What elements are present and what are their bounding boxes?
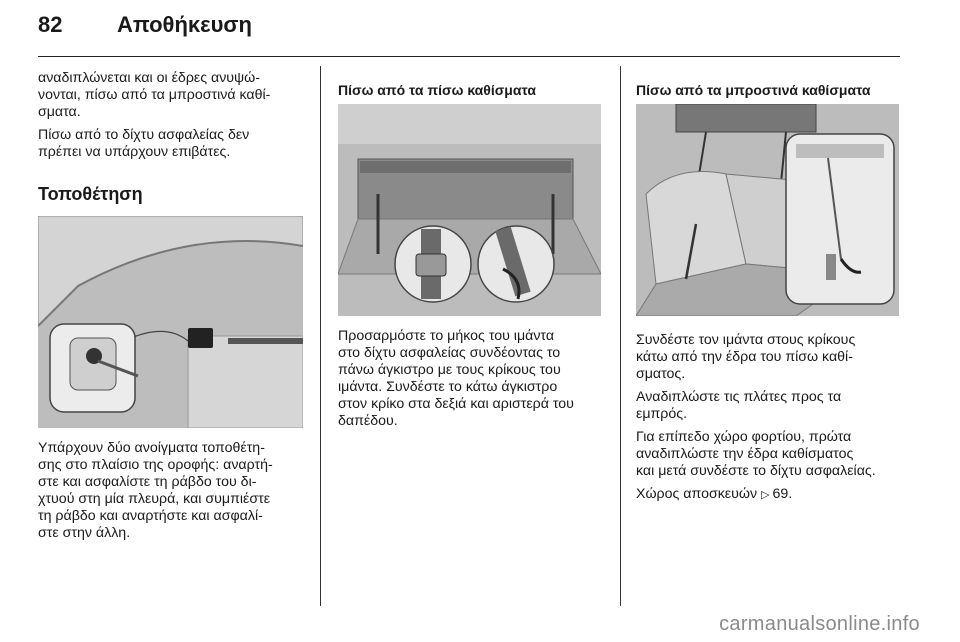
installation-body: Υπάρχουν δύο ανοίγματα τοποθέτη- σης στο πλαίσιο της οροφής: αναρτή- στε και ασφαλίστε τη ράβδο του δι- χτυού στη μία πλευρά, και συμπιέστε τη ράβδο και αναρτήστε και ασφαλί- στε στην άλλη. bbox=[38, 440, 273, 541]
rear-seats-heading-block bbox=[338, 82, 608, 99]
rear-seats-body-block bbox=[338, 328, 608, 436]
front-seats-step-1: Συνδέστε τον ιμάντα στους κρίκους κάτω από την έδρα του πίσω καθί- σματος. bbox=[636, 332, 856, 382]
intro-paragraph: αναδιπλώνεται και οι έδρες ανυψώ- νονται, πίσω από τα μπροστινά καθί- σματα. bbox=[38, 70, 271, 120]
section-title: Αποθήκευση bbox=[117, 12, 252, 37]
front-seats-step-3: Για επίπεδο χώρο φορτίου, πρώτα αναδιπλώστε την έδρα καθίσματος και μετά συνδέστε το δίχτυ ασφαλείας. bbox=[636, 429, 876, 479]
front-seats-illustration bbox=[636, 104, 899, 316]
front-seats-heading-block bbox=[636, 82, 908, 99]
installation-body-block bbox=[38, 440, 310, 548]
installation-heading: Τοποθέτηση bbox=[38, 184, 143, 204]
header-divider bbox=[38, 56, 900, 57]
note-paragraph: Πίσω από το δίχτυ ασφαλείας δεν πρέπει να υπάρχουν επιβάτες. bbox=[38, 127, 250, 160]
watermark: carmanualsonline.info bbox=[719, 613, 920, 635]
column-divider-2 bbox=[620, 66, 621, 606]
front-seats-body-block bbox=[636, 332, 908, 510]
cross-reference[interactable] bbox=[636, 486, 908, 504]
roof-rail-illustration bbox=[38, 216, 303, 428]
installation-heading-block bbox=[38, 186, 310, 203]
column-1 bbox=[38, 70, 310, 167]
triangle-right-icon: ▷ bbox=[761, 489, 770, 501]
page-number: 82 bbox=[38, 12, 63, 37]
column-divider-1 bbox=[320, 66, 321, 606]
rear-seats-body: Προσαρμόστε το μήκος του ιμάντα στο δίχτυ ασφαλείας συνδέοντας το πάνω άγκιστρο με τους κρίκους του ιμάντα. Συνδέστε το κάτω άγκιστρο στον κρίκο στα δεξιά και αριστερά του δαπέδου. bbox=[338, 328, 574, 429]
rear-seats-illustration bbox=[338, 104, 601, 316]
cross-reference-page: 69. bbox=[772, 486, 793, 502]
front-seats-step-2: Αναδιπλώστε τις πλάτες προς τα εμπρός. bbox=[636, 389, 842, 422]
rear-seats-heading: Πίσω από τα πίσω καθίσματα bbox=[338, 82, 536, 98]
front-seats-heading: Πίσω από τα μπροστινά καθίσματα bbox=[636, 82, 871, 98]
cross-reference-text: Χώρος αποσκευών bbox=[636, 486, 758, 502]
